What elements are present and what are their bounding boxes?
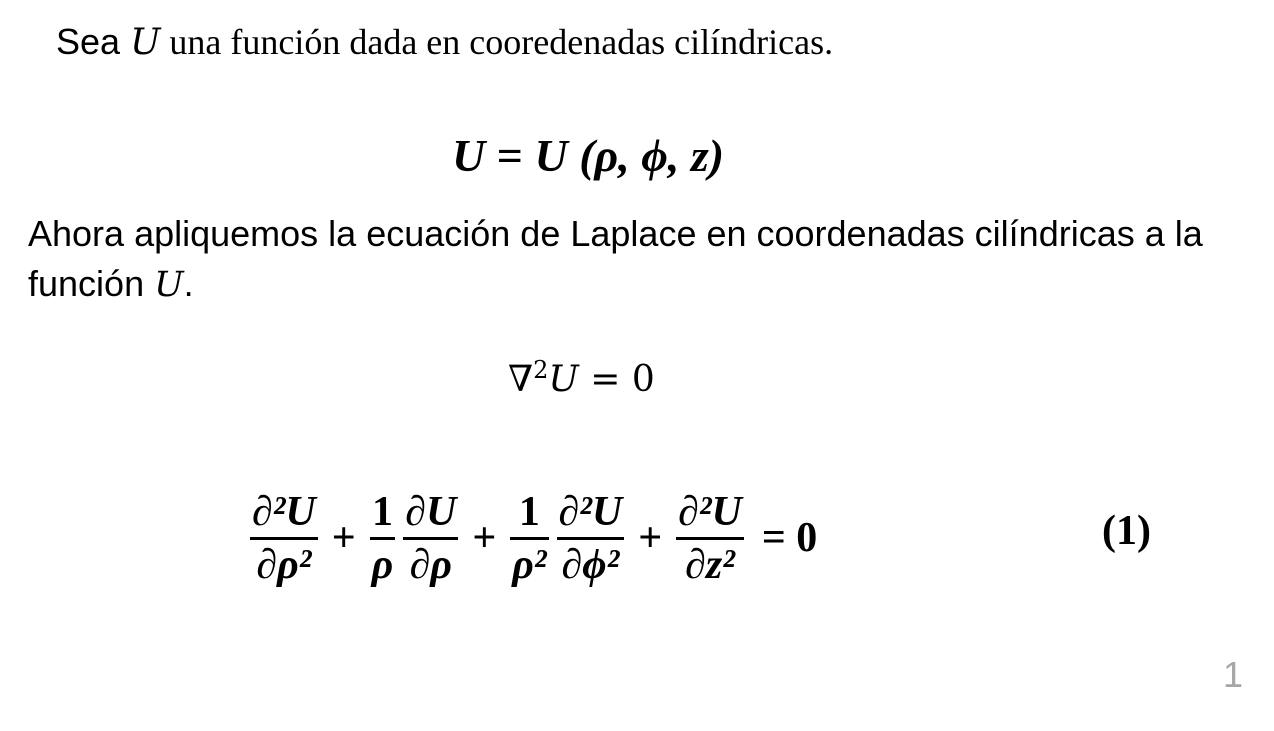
term2-denominator: ∂ρ xyxy=(409,541,452,588)
nabla-exponent: 2 xyxy=(533,356,549,384)
term1-denominator: ∂ρ² xyxy=(256,541,312,588)
term3-numerator: ∂²U xyxy=(558,488,623,535)
plus-sign-2: + xyxy=(472,515,497,561)
laplace-var: U xyxy=(548,359,579,400)
term3-coef-numerator: 1 xyxy=(518,488,540,535)
eq1-func: U xyxy=(534,130,568,181)
term3-coef-denominator: ρ² xyxy=(512,541,547,588)
laplace-rest: = 0 xyxy=(578,359,655,400)
equation-rhs: = 0 xyxy=(761,515,818,561)
function-definition-equation xyxy=(452,128,724,184)
laplace-paragraph xyxy=(28,209,1228,310)
term4-fraction xyxy=(676,487,744,590)
equation-number-label: (1) xyxy=(1102,508,1151,554)
term2-numerator: ∂U xyxy=(405,488,457,535)
plus-sign-3: + xyxy=(638,515,663,561)
slide-page-number: 1 xyxy=(1222,654,1243,695)
term2-fraction xyxy=(403,487,458,590)
term1-fraction xyxy=(250,487,318,590)
intro-pre: Sea xyxy=(56,21,131,62)
term2-coefficient xyxy=(370,487,396,590)
term2-coef-numerator: 1 xyxy=(371,488,393,535)
term3-denominator: ∂ϕ² xyxy=(561,541,620,588)
term4-numerator: ∂²U xyxy=(678,488,742,535)
cylindrical-laplacian-equation xyxy=(246,478,827,598)
term3-coefficient xyxy=(510,487,548,590)
paragraph-var: U xyxy=(154,265,184,305)
intro-post: una función dada en cooredenadas cilíndricas. xyxy=(160,22,834,62)
intro-var: U xyxy=(130,22,161,63)
eq1-lhs: U xyxy=(452,130,486,181)
term3-fraction xyxy=(557,487,625,590)
term2-coef-denominator: ρ xyxy=(371,541,394,588)
eq1-args: (ρ, ϕ, z) xyxy=(567,130,725,181)
plus-sign-1: + xyxy=(331,515,356,561)
paragraph-end: . xyxy=(183,263,194,304)
laplace-equation xyxy=(508,345,655,405)
paragraph-text: Ahora apliquemos la ecuación de Laplace en coordenadas cilíndricas a la función xyxy=(28,213,1203,304)
intro-sentence xyxy=(56,18,833,67)
eq1-equals: = xyxy=(485,130,535,181)
term1-numerator: ∂²U xyxy=(252,488,316,535)
nabla-symbol: ∇ xyxy=(508,359,534,400)
term4-denominator: ∂z² xyxy=(685,541,735,588)
